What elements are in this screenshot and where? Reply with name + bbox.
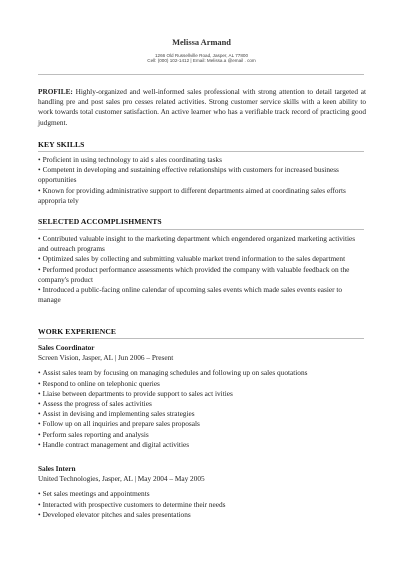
- list-item: • Assist in devising and implementing sales strategies: [38, 409, 195, 419]
- list-item: • Introduced a public-facing online calendar of upcoming sales events which made sales events easier to manage: [38, 285, 343, 305]
- list-item: • Performed product performance assessments which provided the company with valuable feedback on the company's product: [38, 264, 350, 284]
- list-item: • Set sales meetings and appointments: [38, 489, 150, 499]
- list-item: • Respond to online on telephonic queries: [38, 378, 160, 388]
- list-item: • Developed elevator pitches and sales presentations: [38, 509, 191, 519]
- job-meta: United Technologies, Jasper, AL | May 2004 – May 2005: [38, 474, 205, 484]
- work-experience-heading: WORK EXPERIENCE: [38, 327, 117, 336]
- job-1: [38, 343, 366, 450]
- accomplishments-heading: SELECTED ACCOMPLISHMENTS: [38, 217, 162, 226]
- job-duties-list: [38, 489, 366, 520]
- list-item: • Known for providing administrative support to different departments aimed at coordinating sales efforts appropria tely: [38, 185, 346, 205]
- candidate-name: Melissa Armand: [172, 38, 231, 47]
- list-item: • Liaise between departments to provide support to sales act ivities: [38, 388, 233, 398]
- list-item: • Interacted with prospective customers to determine their needs: [38, 499, 226, 509]
- key-skills-divider: [38, 151, 364, 152]
- contact-line: [0, 53, 403, 63]
- list-item: • Handle contract management and digital activities: [38, 439, 190, 449]
- list-item: • Follow up on all inquiries and prepare sales proposals: [38, 419, 200, 429]
- job-duties-list: [38, 368, 366, 450]
- key-skills-list: [38, 155, 366, 206]
- work-divider: [38, 338, 364, 339]
- job-title: Sales Intern: [38, 464, 76, 473]
- profile-text: Highly-organized and well-informed sales professional with strong attention to detail targeted at handling pre and post sales pro cesses related activities. Strong customer service skills with a keen ability to work towards total customer satisfaction. An active learner who has a verifiable track record of practicing good judgment.: [38, 87, 366, 127]
- list-item: • Competent in developing and sustaining effective relationships with customers for increased business opportunities: [38, 165, 339, 185]
- profile-summary: [38, 87, 366, 128]
- list-item: • Optimized sales by collecting and submitting valuable market trend information to the sales department: [38, 254, 346, 264]
- address-line: 1266 Old Russellville Road, Jasper, AL 77800: [154, 53, 249, 58]
- accomplishments-list: [38, 234, 366, 305]
- header-divider: [38, 74, 364, 75]
- phone-email-line: Cell: (000) 102-1412 | Email: Melissa.a @email . com: [147, 58, 256, 63]
- list-item: • Contributed valuable insight to the marketing department which engendered organized marketing activities and outreach programs: [38, 234, 356, 254]
- list-item: • Perform sales reporting and analysis: [38, 429, 149, 439]
- key-skills-heading: KEY SKILLS: [38, 140, 85, 149]
- job-title: Sales Coordinator: [38, 343, 95, 352]
- list-item: • Assist sales team by focusing on managing schedules and following up on sales quotations: [38, 368, 308, 378]
- job-2: [38, 464, 366, 520]
- profile-label: PROFILE:: [38, 87, 73, 96]
- list-item: • Assess the progress of sales activities: [38, 399, 152, 409]
- accomplishments-divider: [38, 229, 364, 230]
- list-item: • Proficient in using technology to aid s ales coordinating tasks: [38, 155, 222, 164]
- job-meta: Screen Vision, Jasper, AL | Jun 2006 – Present: [38, 353, 174, 363]
